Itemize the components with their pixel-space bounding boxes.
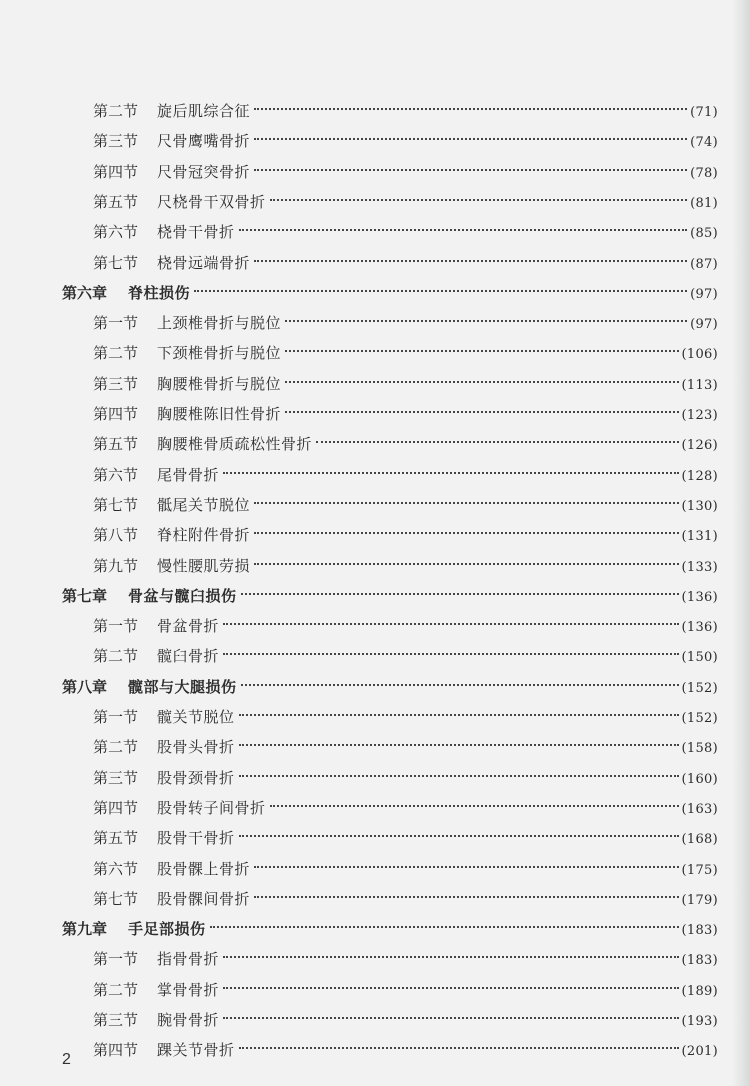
section-title: 胸腰椎陈旧性骨折 — [157, 405, 282, 423]
chapter-label: 第七章 — [62, 586, 108, 605]
page-reference: (179) — [681, 892, 718, 908]
dot-leader — [241, 581, 679, 601]
section-title: 腕骨骨折 — [157, 1011, 220, 1029]
section-title: 胸腰椎骨折与脱位 — [157, 374, 282, 393]
dot-leader — [254, 551, 679, 571]
page-reference: (71) — [690, 105, 718, 120]
page-reference: (152) — [681, 711, 718, 726]
dot-leader — [254, 520, 679, 540]
dot-leader — [270, 187, 688, 207]
chapter-title: 髋部与大腿损伤 — [128, 677, 237, 696]
page-reference: (78) — [690, 165, 718, 181]
toc-section-row[interactable] — [93, 460, 718, 484]
dot-leader — [223, 611, 679, 631]
section-label: 第一节 — [93, 708, 139, 726]
section-label: 第六节 — [93, 465, 139, 484]
dot-leader — [285, 338, 679, 358]
section-title: 踝关节骨折 — [157, 1041, 235, 1060]
section-title: 髋关节脱位 — [157, 708, 235, 726]
dot-leader — [223, 975, 679, 995]
page-reference: (189) — [681, 983, 718, 999]
page-number: 2 — [62, 1051, 71, 1068]
section-label: 第七节 — [93, 889, 139, 908]
page-reference: (168) — [681, 832, 718, 848]
page-reference: (183) — [681, 923, 718, 939]
dot-leader — [285, 399, 679, 419]
section-label: 第二节 — [93, 647, 139, 666]
toc-section-row[interactable] — [93, 399, 718, 423]
section-label: 第四节 — [93, 162, 139, 181]
section-title: 髋臼骨折 — [157, 647, 220, 666]
page-reference: (136) — [681, 620, 718, 636]
page-reference: (74) — [690, 135, 718, 151]
page-reference: (193) — [681, 1014, 718, 1029]
page-reference: (160) — [681, 771, 718, 787]
section-title: 股骨髁上骨折 — [157, 859, 251, 878]
section-label: 第八节 — [93, 526, 139, 545]
page-reference: (85) — [690, 226, 718, 242]
page-reference: (97) — [690, 317, 718, 333]
section-title: 股骨转子间骨折 — [157, 798, 266, 817]
section-title: 尺骨鹰嘴骨折 — [157, 132, 251, 151]
section-label: 第九节 — [93, 556, 139, 575]
section-label: 第四节 — [93, 405, 139, 423]
dot-leader — [254, 126, 687, 146]
toc-section-row[interactable] — [93, 520, 718, 545]
section-title: 慢性腰肌劳损 — [157, 556, 251, 575]
section-title: 骶尾关节脱位 — [157, 495, 251, 514]
section-label: 第五节 — [93, 192, 139, 211]
dot-leader — [223, 460, 679, 480]
toc-section-row[interactable] — [93, 126, 718, 151]
toc-section-row[interactable] — [93, 763, 718, 787]
toc-section-row[interactable] — [93, 702, 718, 726]
page-reference: (130) — [681, 498, 718, 514]
section-title: 旋后肌综合征 — [157, 102, 251, 120]
dot-leader — [241, 672, 679, 692]
section-title: 股骨干骨折 — [157, 829, 235, 848]
section-label: 第二节 — [93, 738, 139, 757]
toc-section-row[interactable] — [93, 308, 718, 333]
section-title: 指骨骨折 — [157, 950, 220, 969]
page-reference: (87) — [690, 256, 718, 272]
toc-section-row[interactable] — [93, 338, 718, 363]
section-label: 第五节 — [93, 829, 139, 848]
page-reference: (123) — [681, 408, 718, 423]
section-label: 第六节 — [93, 859, 139, 878]
page-reference: (126) — [681, 438, 718, 454]
toc-section-row[interactable] — [93, 823, 718, 848]
page-reference: (97) — [690, 286, 718, 302]
toc-section-row[interactable] — [93, 217, 718, 242]
toc-section-row[interactable] — [93, 551, 718, 575]
section-title: 桡骨远端骨折 — [157, 253, 251, 272]
toc-section-row[interactable] — [93, 96, 718, 120]
dot-leader — [239, 823, 679, 843]
dot-leader — [239, 732, 679, 752]
chapter-label: 第六章 — [62, 283, 108, 302]
section-label: 第一节 — [93, 314, 139, 333]
dot-leader — [210, 914, 679, 934]
section-label: 第二节 — [93, 980, 139, 999]
section-title: 尺桡骨干双骨折 — [157, 192, 266, 211]
toc-section-row[interactable] — [93, 854, 718, 878]
section-title: 脊柱附件骨折 — [157, 526, 251, 545]
dot-leader — [254, 248, 687, 268]
section-title: 尾骨骨折 — [157, 465, 220, 484]
chapter-label: 第八章 — [62, 677, 108, 696]
page-reference: (201) — [681, 1044, 718, 1060]
dot-leader — [254, 96, 687, 116]
page-reference: (113) — [681, 377, 718, 393]
section-title: 下颈椎骨折与脱位 — [157, 344, 282, 363]
dot-leader — [254, 854, 679, 874]
section-title: 上颈椎骨折与脱位 — [157, 314, 282, 333]
dot-leader — [223, 944, 679, 964]
dot-leader — [194, 278, 687, 298]
dot-leader — [285, 308, 687, 328]
page-reference: (152) — [681, 680, 718, 696]
toc-chapter-row[interactable] — [62, 581, 718, 605]
page-reference: (150) — [681, 650, 718, 666]
section-label: 第四节 — [93, 1041, 139, 1060]
toc-section-row[interactable] — [93, 187, 718, 211]
toc-section-row[interactable] — [93, 369, 718, 393]
toc-chapter-row[interactable] — [62, 278, 718, 302]
section-label: 第三节 — [93, 768, 139, 787]
dot-leader — [223, 1005, 679, 1025]
toc-chapter-row[interactable] — [62, 672, 718, 696]
page-reference: (131) — [681, 529, 718, 545]
section-title: 掌骨骨折 — [157, 980, 220, 999]
toc-section-row[interactable] — [93, 884, 718, 908]
chapter-label: 第九章 — [62, 920, 108, 939]
dot-leader — [254, 157, 687, 177]
section-label: 第七节 — [93, 495, 139, 514]
chapter-title: 脊柱损伤 — [128, 283, 191, 302]
section-label: 第三节 — [93, 1011, 139, 1029]
section-label: 第一节 — [93, 950, 139, 969]
dot-leader — [239, 1035, 679, 1055]
toc-section-row[interactable] — [93, 490, 718, 514]
section-title: 骨盆骨折 — [157, 617, 220, 636]
section-title: 股骨髁间骨折 — [157, 889, 251, 908]
dot-leader — [254, 490, 679, 510]
section-title: 股骨颈骨折 — [157, 768, 235, 787]
chapter-title: 手足部损伤 — [128, 920, 206, 939]
page-reference: (136) — [681, 589, 718, 605]
dot-leader — [239, 702, 679, 722]
toc-section-row[interactable] — [93, 944, 718, 969]
dot-leader — [239, 763, 679, 783]
section-label: 第一节 — [93, 617, 139, 636]
section-title: 桡骨干骨折 — [157, 223, 235, 242]
page-reference: (163) — [681, 801, 718, 817]
toc-section-row[interactable] — [93, 732, 718, 757]
page-reference: (133) — [681, 559, 718, 575]
dot-leader — [223, 641, 679, 661]
page-reference: (158) — [681, 741, 718, 757]
dot-leader — [316, 429, 679, 449]
page-reference: (81) — [690, 195, 718, 211]
section-label: 第七节 — [93, 253, 139, 272]
page-reference: (175) — [681, 862, 718, 878]
dot-leader — [285, 369, 679, 389]
section-label: 第二节 — [93, 102, 139, 120]
dot-leader — [270, 793, 679, 813]
dot-leader — [254, 884, 679, 904]
toc-section-row[interactable] — [93, 611, 718, 636]
page-reference: (128) — [681, 468, 718, 484]
section-label: 第六节 — [93, 223, 139, 242]
toc-chapter-row[interactable] — [62, 914, 718, 939]
section-label: 第三节 — [93, 374, 139, 393]
toc-section-row[interactable] — [93, 641, 718, 666]
section-label: 第二节 — [93, 344, 139, 363]
toc-section-row[interactable] — [93, 1035, 718, 1060]
section-title: 股骨头骨折 — [157, 738, 235, 757]
section-label: 第四节 — [93, 798, 139, 817]
toc-section-row[interactable] — [93, 975, 718, 999]
chapter-title: 骨盆与髋臼损伤 — [128, 586, 237, 605]
toc-section-row[interactable] — [93, 429, 718, 454]
toc-section-row[interactable] — [93, 1005, 718, 1029]
toc-section-row[interactable] — [93, 248, 718, 272]
toc-section-row[interactable] — [93, 793, 718, 817]
dot-leader — [239, 217, 688, 237]
page-reference: (106) — [681, 347, 718, 363]
section-label: 第五节 — [93, 435, 139, 454]
page-reference: (183) — [681, 953, 718, 969]
section-title: 胸腰椎骨质疏松性骨折 — [157, 435, 313, 454]
section-title: 尺骨冠突骨折 — [157, 162, 251, 181]
section-label: 第三节 — [93, 132, 139, 151]
toc-section-row[interactable] — [93, 157, 718, 181]
